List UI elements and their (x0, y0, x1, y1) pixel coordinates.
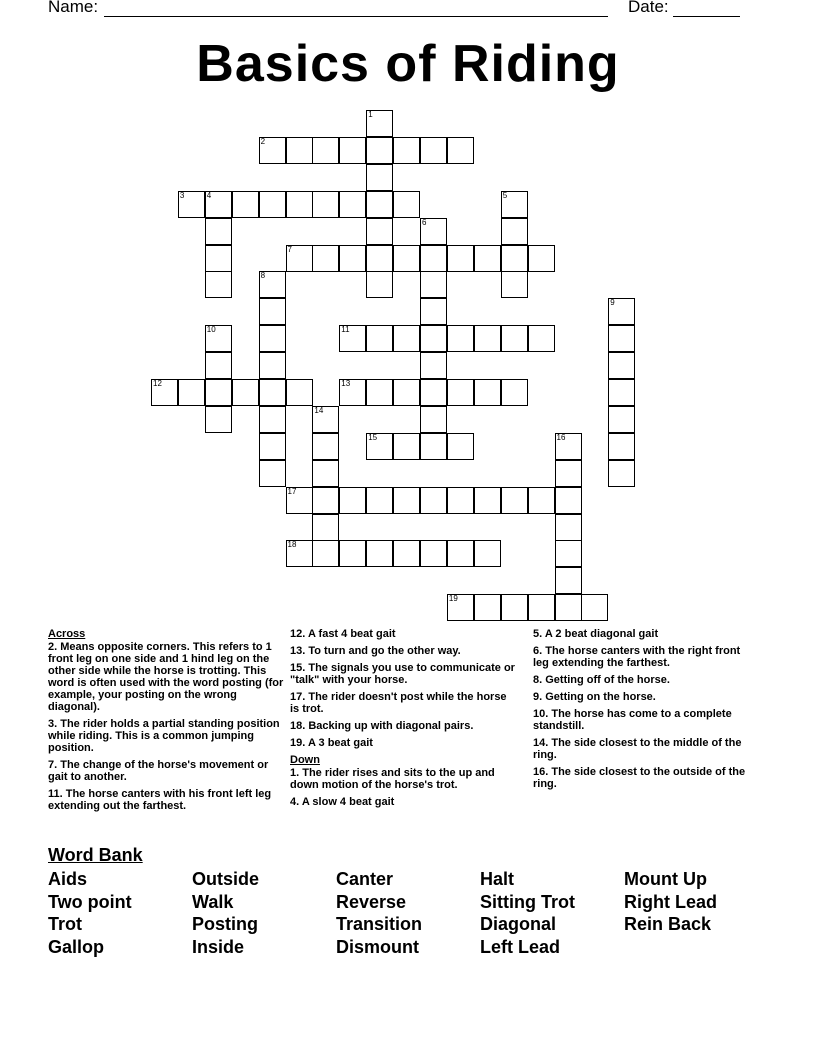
clue-item (290, 720, 518, 732)
word-bank-column (192, 868, 259, 959)
clue-item (533, 737, 758, 761)
clue-item-text: Backing up with diagonal pairs. (305, 720, 474, 732)
clue-item-number: 16. (533, 766, 549, 778)
grid-cell[interactable] (259, 298, 286, 325)
grid-cell[interactable] (447, 487, 474, 514)
word-bank-column (480, 868, 575, 959)
word-bank-word: Trot (48, 914, 82, 935)
date-label: Date: (628, 0, 669, 16)
grid-cell[interactable] (366, 271, 393, 298)
clue-item-number: 13. (290, 645, 306, 657)
grid-cell[interactable] (555, 460, 582, 487)
clue-item-number: 10. (533, 708, 549, 720)
clue-number: 11 (341, 325, 350, 335)
grid-cell[interactable] (339, 191, 366, 218)
across-clue-list (48, 641, 284, 812)
grid-cell[interactable] (420, 433, 447, 460)
grid-cell[interactable] (205, 352, 232, 379)
grid-cell[interactable] (339, 245, 366, 272)
across-heading: Across (48, 628, 86, 640)
clue-item-text: The change of the horse's movement or gait to another. (48, 759, 269, 783)
word-bank-title: Word Bank (48, 845, 143, 865)
clue-item (533, 766, 758, 790)
grid-cell[interactable] (501, 245, 528, 272)
grid-cell[interactable] (366, 137, 393, 164)
clue-number: 2 (260, 136, 266, 146)
grid-cell[interactable] (420, 325, 447, 352)
grid-cell[interactable] (528, 594, 555, 621)
clue-item-number: 4. (290, 796, 300, 808)
clue-item-number: 14. (533, 737, 549, 749)
grid-cell[interactable] (366, 218, 393, 245)
clue-item-text: Getting on the horse. (542, 691, 656, 703)
clue-item-number: 8. (533, 674, 543, 686)
grid-cell[interactable] (501, 487, 528, 514)
clue-item-number: 3. (48, 718, 58, 730)
clue-number: 5 (502, 190, 508, 200)
clue-item (533, 691, 758, 703)
clue-item (290, 737, 518, 749)
clue-number: 1 (368, 110, 373, 119)
grid-cell[interactable] (528, 325, 555, 352)
grid-cell[interactable] (501, 594, 528, 621)
clue-number: 18 (287, 540, 297, 550)
clue-item (290, 767, 518, 791)
grid-cell[interactable] (474, 245, 501, 272)
grid-cell[interactable] (608, 352, 635, 379)
clue-number: 12 (153, 379, 162, 388)
word-bank-word: Left Lead (480, 937, 561, 958)
grid-cell[interactable] (312, 460, 339, 487)
clue-item-number: 12. (290, 628, 306, 640)
grid-cell[interactable] (608, 406, 635, 433)
grid-cell[interactable] (528, 487, 555, 514)
grid-cell[interactable] (608, 379, 635, 406)
grid-cell[interactable] (366, 379, 393, 406)
grid-cell[interactable] (286, 191, 313, 218)
grid-cell[interactable] (447, 325, 474, 352)
grid-cell[interactable] (312, 191, 339, 218)
across-clue-list-continued (290, 628, 518, 749)
grid-cell[interactable] (393, 540, 420, 567)
grid-cell[interactable] (205, 271, 232, 298)
grid-cell[interactable] (259, 137, 286, 164)
clue-number: 4 (206, 190, 212, 200)
clue-item-number: 15. (290, 662, 306, 674)
grid-cell[interactable] (205, 379, 232, 406)
word-bank-word: Aids (48, 869, 88, 889)
grid-cell[interactable] (339, 325, 366, 352)
word-bank-column (624, 868, 717, 936)
grid-cell[interactable] (447, 540, 474, 567)
grid-cell[interactable] (178, 379, 205, 406)
clue-item-text: A fast 4 beat gait (305, 628, 396, 640)
grid-cell[interactable] (312, 540, 339, 567)
grid-cell[interactable] (205, 406, 232, 433)
clue-item-number: 19. (290, 737, 306, 749)
word-bank-column (48, 868, 132, 959)
grid-cell[interactable] (420, 487, 447, 514)
word-bank-word: Dismount (336, 937, 419, 958)
clue-item (48, 641, 284, 713)
clue-item-text: The side closest to the middle of the ring. (533, 737, 742, 761)
clue-number: 14 (314, 405, 324, 415)
clue-item-number: 18. (290, 720, 306, 732)
word-bank-word: Mount Up (624, 869, 707, 889)
grid-cell[interactable] (393, 433, 420, 460)
grid-cell[interactable] (259, 352, 286, 379)
grid-cell[interactable] (420, 218, 447, 245)
grid-cell[interactable] (286, 540, 313, 567)
grid-cell[interactable] (366, 191, 393, 218)
grid-cell[interactable] (608, 433, 635, 460)
grid-cell[interactable] (259, 325, 286, 352)
grid-cell[interactable] (420, 271, 447, 298)
grid-cell[interactable] (312, 137, 339, 164)
grid-cell[interactable] (581, 594, 608, 621)
clue-item-text: A slow 4 beat gait (299, 796, 395, 808)
grid-cell[interactable] (205, 218, 232, 245)
grid-cell[interactable] (555, 540, 582, 567)
clue-number: 17 (287, 486, 297, 496)
clue-item-number: 1. (290, 767, 300, 779)
clue-item (48, 718, 284, 754)
grid-cell[interactable] (205, 325, 232, 352)
grid-cell[interactable] (178, 191, 205, 218)
grid-cell[interactable] (420, 137, 447, 164)
grid-cell[interactable] (259, 271, 286, 298)
clue-item-number: 7. (48, 759, 58, 771)
clue-item-number: 17. (290, 691, 306, 703)
word-bank-word: Outside (192, 869, 260, 889)
grid-cell[interactable] (474, 487, 501, 514)
grid-cell[interactable] (339, 540, 366, 567)
grid-cell[interactable] (339, 487, 366, 514)
grid-cell[interactable] (232, 379, 259, 406)
grid-cell[interactable] (286, 245, 313, 272)
clue-number: 9 (610, 298, 615, 308)
grid-cell[interactable] (312, 433, 339, 460)
grid-cell[interactable] (420, 298, 447, 325)
grid-cell[interactable] (312, 487, 339, 514)
grid-cell[interactable] (474, 594, 501, 621)
grid-cell[interactable] (608, 298, 635, 325)
grid-cell[interactable] (286, 137, 313, 164)
grid-cell[interactable] (366, 433, 393, 460)
grid-cell[interactable] (420, 540, 447, 567)
grid-cell[interactable] (366, 164, 393, 191)
grid-cell[interactable] (555, 514, 582, 541)
grid-cell[interactable] (501, 271, 528, 298)
down-clue-list-continued (533, 628, 758, 790)
grid-cell[interactable] (232, 191, 259, 218)
grid-cell[interactable] (420, 352, 447, 379)
grid-cell[interactable] (366, 487, 393, 514)
grid-cell[interactable] (393, 137, 420, 164)
clue-number: 16 (556, 432, 566, 442)
word-bank-word: Canter (336, 869, 394, 889)
grid-cell[interactable] (366, 540, 393, 567)
clue-number: 19 (448, 594, 458, 604)
grid-cell[interactable] (501, 218, 528, 245)
grid-cell[interactable] (608, 460, 635, 487)
word-bank-word: Gallop (48, 937, 105, 958)
clue-item-text: A 3 beat gait (305, 737, 373, 749)
grid-cell[interactable] (286, 379, 313, 406)
word-bank-word: Two point (48, 891, 132, 912)
clue-number: 15 (368, 432, 378, 442)
word-bank-word: Walk (192, 891, 234, 912)
grid-cell[interactable] (312, 245, 339, 272)
clue-number: 7 (287, 244, 292, 254)
clue-item-text: The side closest to the outside of the ring. (533, 766, 746, 790)
grid-cell[interactable] (339, 137, 366, 164)
clue-item-text: The rider doesn't post while the horse is trot. (290, 691, 507, 715)
word-bank-word: Reverse (336, 891, 407, 912)
clue-item-text: To turn and go the other way. (305, 645, 461, 657)
clue-item-text: The rider rises and sits to the up and down motion of the horse's trot. (290, 767, 495, 791)
clue-item (290, 628, 518, 640)
word-bank-word: Diagonal (480, 914, 557, 935)
grid-cell[interactable] (286, 487, 313, 514)
grid-cell[interactable] (420, 245, 447, 272)
name-label: Name: (48, 0, 99, 16)
word-bank-word: Inside (192, 937, 245, 958)
clue-item-text: The horse canters with the right front leg extending the farthest. (533, 645, 741, 669)
grid-cell[interactable] (393, 487, 420, 514)
clue-item (48, 759, 284, 783)
grid-cell[interactable] (259, 379, 286, 406)
grid-cell[interactable] (474, 325, 501, 352)
clue-item-number: 2. (48, 641, 58, 653)
clues-column-2 (290, 628, 518, 813)
clue-number: 3 (179, 190, 185, 200)
word-bank-word: Transition (336, 914, 423, 935)
grid-cell[interactable] (312, 406, 339, 433)
word-bank-word: Sitting Trot (480, 891, 575, 912)
grid-cell[interactable] (447, 433, 474, 460)
grid-cell[interactable] (393, 191, 420, 218)
grid-cell[interactable] (420, 406, 447, 433)
clue-item-number: 6. (533, 645, 543, 657)
clue-item-text: The horse has come to a complete standstill. (533, 708, 732, 732)
clue-item (533, 645, 758, 669)
clue-item (290, 691, 518, 715)
clue-item (290, 645, 518, 657)
clue-number: 6 (422, 217, 427, 227)
clue-item-text: Means opposite corners. This refers to 1 front leg on one side and 1 hind leg on the other side while the horse is trotting. This word is often used with the word posting (for example, your posting on the wrong diagonal). (48, 641, 284, 713)
down-clue-list (290, 767, 518, 808)
grid-cell[interactable] (259, 433, 286, 460)
grid-cell[interactable] (555, 433, 582, 460)
grid-cell[interactable] (447, 379, 474, 406)
word-bank-word: Rein Back (624, 914, 712, 935)
clue-item-text: A 2 beat diagonal gait (542, 628, 659, 640)
grid-cell[interactable] (528, 245, 555, 272)
clue-item-text: The rider holds a partial standing position while riding. This is a common jumping position. (48, 718, 280, 754)
grid-cell[interactable] (366, 245, 393, 272)
clue-item-text: Getting off of the horse. (542, 674, 670, 686)
grid-cell[interactable] (555, 567, 582, 594)
grid-cell[interactable] (151, 379, 178, 406)
page-title: Basics of Riding (196, 35, 620, 93)
clue-item (290, 662, 518, 686)
clue-item-text: The signals you use to communicate or "talk" with your horse. (290, 662, 515, 686)
grid-cell[interactable] (259, 191, 286, 218)
grid-cell[interactable] (447, 137, 474, 164)
grid-cell[interactable] (501, 191, 528, 218)
clue-item (533, 674, 758, 686)
clue-item-number: 5. (533, 628, 543, 640)
grid-cell[interactable] (393, 325, 420, 352)
grid-cell[interactable] (555, 487, 582, 514)
grid-cell[interactable] (447, 245, 474, 272)
grid-cell[interactable] (420, 379, 447, 406)
grid-cell[interactable] (312, 514, 339, 541)
word-bank-column (336, 868, 422, 959)
clue-item-number: 11. (48, 788, 63, 800)
clue-item (533, 708, 758, 732)
word-bank-word: Right Lead (624, 891, 717, 912)
down-heading: Down (290, 754, 320, 766)
clue-item-number: 9. (533, 691, 543, 703)
grid-cell[interactable] (393, 379, 420, 406)
grid-cell[interactable] (501, 325, 528, 352)
grid-cell[interactable] (339, 379, 366, 406)
grid-cell[interactable] (205, 191, 232, 218)
grid-cell[interactable] (608, 325, 635, 352)
grid-cell[interactable] (205, 245, 232, 272)
clues-column-1 (48, 628, 284, 817)
clue-number: 13 (341, 379, 351, 388)
grid-cell[interactable] (366, 325, 393, 352)
grid-cell[interactable] (474, 540, 501, 567)
clue-item (48, 788, 284, 812)
clue-item-text: The horse canters with his front left leg extending out the farthest. (48, 788, 272, 812)
grid-cell[interactable] (447, 594, 474, 621)
clue-item (290, 796, 518, 808)
grid-cell[interactable] (366, 110, 393, 137)
word-bank-word: Halt (480, 869, 515, 889)
grid-cell[interactable] (259, 460, 286, 487)
grid-cell[interactable] (259, 406, 286, 433)
grid-cell[interactable] (474, 379, 501, 406)
clues-column-3 (533, 628, 758, 795)
clue-item (533, 628, 758, 640)
word-bank-word: Posting (192, 914, 258, 935)
grid-cell[interactable] (501, 379, 528, 406)
grid-cell[interactable] (555, 594, 582, 621)
clue-number: 8 (260, 271, 266, 281)
clue-number: 10 (206, 325, 216, 335)
grid-cell[interactable] (393, 245, 420, 272)
